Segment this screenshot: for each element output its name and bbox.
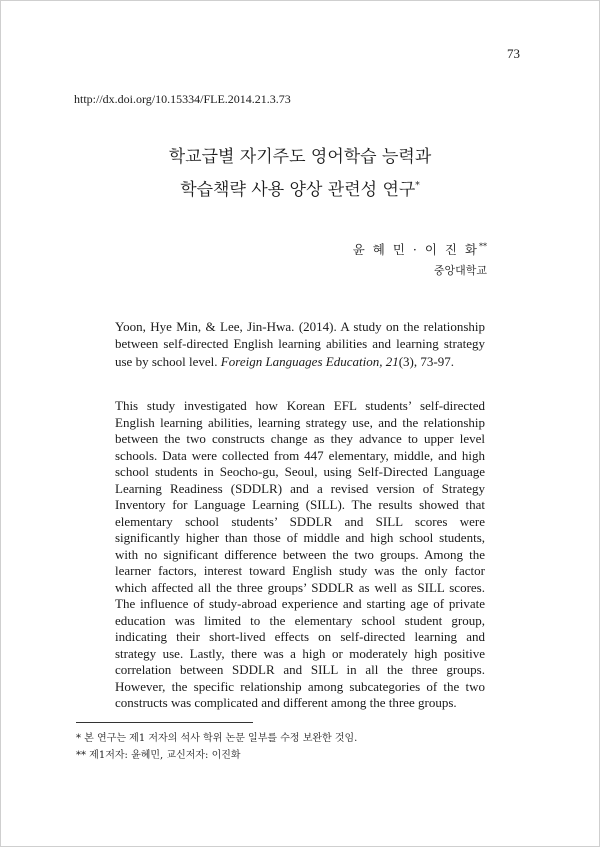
page-number: 73 bbox=[507, 46, 520, 61]
footnote-2: ** 제1저자: 윤혜민, 교신저자: 이진화 bbox=[76, 750, 241, 761]
title-line-2-text: 학습책략 사용 양상 관련성 연구 bbox=[180, 180, 416, 200]
citation-volume: 21 bbox=[385, 353, 399, 369]
citation-journal: Foreign Languages Education, bbox=[220, 353, 383, 369]
title-footnote-marker: * bbox=[415, 181, 420, 191]
citation-pages: (3), 73-97. bbox=[398, 353, 454, 369]
title-line-2 bbox=[0, 172, 600, 205]
citation bbox=[115, 318, 485, 370]
author-footnote-marker: ** bbox=[479, 242, 487, 251]
abstract: This study investigated how Korean EFL students’ self-directed English learning abilities, learning strategy use, and the relationship between the two constructs change as they advance to upper level schools. Data were collected from 447 elementary, middle, and high school students in Seocho-gu, Seoul, using Self-Directed Language Learning Readiness (SDDLR) and a revised version of Strategy Inventory for Language Learning (SILL). The results showed that elementary school students’ SDDLR and SILL scores were significantly higher than those of middle and high school students, with no significant difference between the two groups. Among the learner factors, interest toward English study was the only factor which affected all the three groups’ SDDLR as well as SILL scores. The influence of study-abroad experience and starting age of private education was limited to the elementary school student group, indicating their short-lived effects on self-directed learning and strategy use. Lastly, there was a high or moderately high positive correlation between SDDLR and SILL in all the three groups. However, the specific relationship among subcategories of the two constructs was complicated and different among the three groups. bbox=[115, 398, 485, 710]
title-line-1: 학교급별 자기주도 영어학습 능력과 bbox=[168, 147, 432, 167]
doi-link[interactable]: http://dx.doi.org/10.15334/FLE.2014.21.3.73 bbox=[74, 92, 291, 106]
footnote-1: * 본 연구는 제1 저자의 석사 학위 논문 일부를 수정 보완한 것임. bbox=[76, 733, 358, 744]
paper-title bbox=[0, 143, 600, 205]
author-affiliation: 중앙대학교 bbox=[433, 264, 487, 277]
footnotes bbox=[76, 730, 357, 764]
author-names-text: 윤 혜 민 · 이 진 화 bbox=[352, 242, 479, 257]
citation-text: Yoon, Hye Min, & Lee, Jin-Hwa. (2014). A study on the relationship between self-directed English learning abilities and learning strategy use by school level. bbox=[115, 319, 485, 369]
author-names bbox=[353, 240, 487, 258]
footnote-divider bbox=[76, 722, 253, 723]
